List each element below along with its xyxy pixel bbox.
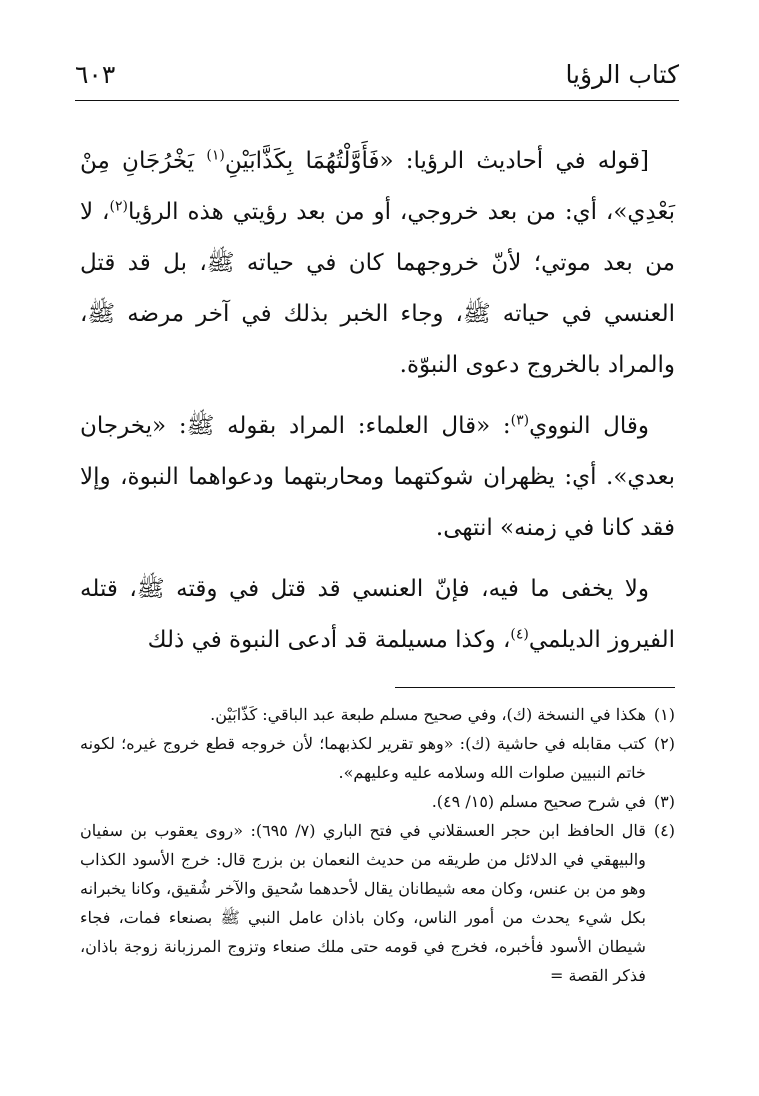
page-number: ٦٠٣ [75,60,116,89]
main-text [80,136,675,666]
footnote-1 [80,700,675,729]
footnote-text: قال الحافظ ابن حجر العسقلاني في فتح الباري (٧/ ٦٩٥): «روى يعقوب بن سفيان والبيهقي في الدلائل من طريقه من حديث النعمان بن بزرج قال: خرج الأسود الكذاب وهو من بن عنس، وكان معه شيطانان يقال لأحدهما سُحيق والآخر شُقيق، وكانا يخبرانه بكل شيء يحدث من أمور الناس، وكان باذان عامل النبي ﷺ بصنعاء فمات، فجاء شيطان الأسود فأخبره، فخرج في قومه حتى ملك صنعاء وتزوج المرزبانة زوجة باذان، فذكر القصة = [80,821,646,985]
footnote-2 [80,729,675,787]
footnotes [80,700,675,990]
paragraph-3-part-b: ، وكذا مسيلمة قد أدعى النبوة في ذلك [147,627,511,653]
paragraph-1-part-b: يَخْرُجَانِ مِنْ بَعْدِي»، أي: من بعد خروجي، أو من بعد رؤيتي هذه الرؤيا [80,148,675,225]
footnote-ref-1: (١) [206,147,225,164]
footnote-text: هكذا في النسخة (ك)، وفي صحيح مسلم طبعة عبد الباقي: كَذّابَيْن. [210,705,646,724]
running-title: كتاب الرؤيا [565,60,679,89]
paragraph-1-part-a: [قوله في أحاديث الرؤيا: «فَأَوَّلْتُهُمَا بِكَذَّابَيْنِ [224,148,649,174]
page-header [75,58,679,98]
paragraph-2 [80,401,675,554]
footnote-text: كتب مقابله في حاشية (ك): «وهو تقرير لكذبهما؛ لأن خروجه قطع خروج غيره؛ لكونه خاتم النبيين صلوات الله وسلامه عليه وعليهم». [80,734,646,782]
footnote-4 [80,816,675,990]
footnote-number: (٣) [653,792,675,811]
footnote-ref-3: (٣) [510,412,530,429]
header-divider [75,100,679,101]
footnote-ref-2: (٢) [109,198,128,215]
footnote-number: (٢) [653,734,675,753]
footnote-number: (٤) [653,821,675,840]
footnote-ref-4: (٤) [510,626,529,643]
footnote-number: (١) [653,705,675,724]
footnote-text: في شرح صحيح مسلم (١٥/ ٤٩). [431,792,646,811]
paragraph-1 [80,136,675,391]
paragraph-2-part-b: : «قال العلماء: المراد بقوله ﷺ: «يخرجان بعدي». أي: يظهران شوكتهما ومحاربتهما ودعواهما النبوة، وإلا فقد كانا في زمنه» انتهى. [80,413,675,541]
footnote-3 [80,787,675,816]
paragraph-1-part-c: ، لا من بعد موتي؛ لأنّ خروجهما كان في حياته ﷺ، بل قد قتل العنسي في حياته ﷺ، وجاء الخبر بذلك في آخر مرضه ﷺ، والمراد بالخروج دعوى النبوّة. [80,199,675,378]
paragraph-2-part-a: وقال النووي [529,413,649,439]
footnote-divider [395,687,675,688]
paragraph-3-part-a: ولا يخفى ما فيه، فإنّ العنسي قد قتل في وقته ﷺ، قتله الفيروز الديلمي [80,576,675,653]
paragraph-3 [80,564,675,666]
